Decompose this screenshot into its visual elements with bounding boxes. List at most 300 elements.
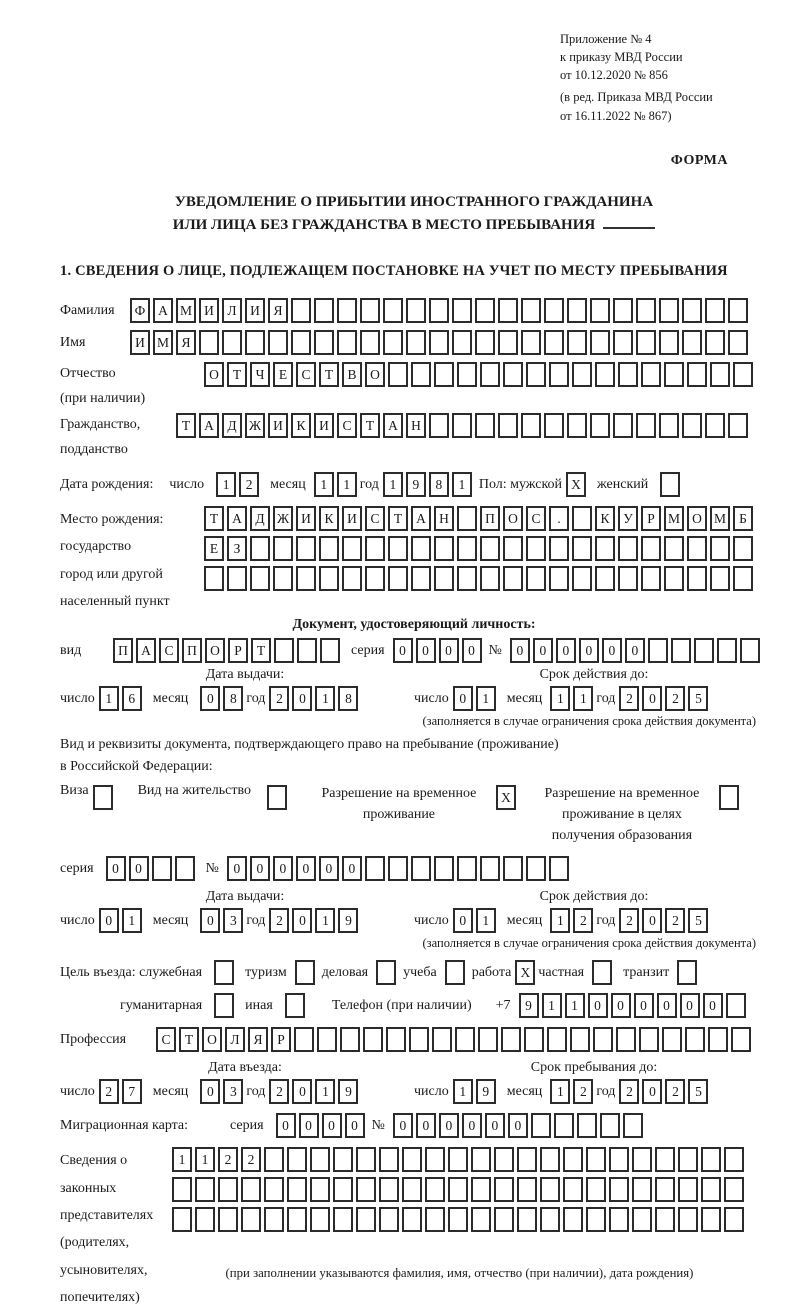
form-cell[interactable] bbox=[452, 330, 472, 355]
form-cell[interactable]: 5 bbox=[688, 908, 708, 933]
form-cell[interactable]: П bbox=[480, 506, 500, 531]
form-cell[interactable] bbox=[705, 413, 725, 438]
form-cell[interactable] bbox=[264, 1207, 284, 1232]
form-cell[interactable] bbox=[241, 1207, 261, 1232]
form-cell[interactable] bbox=[701, 1207, 721, 1232]
form-cell[interactable] bbox=[287, 1177, 307, 1202]
form-cell[interactable] bbox=[632, 1207, 652, 1232]
form-cell[interactable]: И bbox=[130, 330, 150, 355]
form-cell[interactable] bbox=[494, 1147, 514, 1172]
form-cell[interactable] bbox=[388, 536, 408, 561]
form-cell[interactable] bbox=[595, 362, 615, 387]
form-cell[interactable] bbox=[641, 362, 661, 387]
form-cell[interactable] bbox=[664, 536, 684, 561]
form-cell[interactable] bbox=[365, 536, 385, 561]
form-cell[interactable]: 2 bbox=[573, 1079, 593, 1104]
form-cell[interactable] bbox=[264, 1147, 284, 1172]
form-cell[interactable] bbox=[544, 298, 564, 323]
form-cell[interactable]: И bbox=[199, 298, 219, 323]
form-cell[interactable]: 1 bbox=[550, 686, 570, 711]
form-cell[interactable] bbox=[475, 330, 495, 355]
form-cell[interactable]: И bbox=[296, 506, 316, 531]
form-cell[interactable] bbox=[547, 1027, 567, 1052]
form-cell[interactable] bbox=[567, 330, 587, 355]
form-cell[interactable] bbox=[337, 298, 357, 323]
form-cell[interactable]: 0 bbox=[416, 1113, 436, 1138]
form-cell[interactable] bbox=[540, 1147, 560, 1172]
form-cell[interactable]: 9 bbox=[476, 1079, 496, 1104]
form-cell[interactable] bbox=[517, 1147, 537, 1172]
form-cell[interactable]: Я bbox=[248, 1027, 268, 1052]
form-cell[interactable] bbox=[636, 298, 656, 323]
form-cell[interactable]: 0 bbox=[680, 993, 700, 1018]
form-cell[interactable] bbox=[320, 638, 340, 663]
form-cell[interactable] bbox=[503, 856, 523, 881]
form-cell[interactable]: Т bbox=[251, 638, 271, 663]
form-cell[interactable] bbox=[432, 1027, 452, 1052]
form-cell[interactable]: 1 bbox=[315, 1079, 335, 1104]
form-cell[interactable] bbox=[648, 638, 668, 663]
form-cell[interactable]: 1 bbox=[542, 993, 562, 1018]
form-cell[interactable] bbox=[570, 1027, 590, 1052]
form-cell[interactable] bbox=[457, 856, 477, 881]
form-cell[interactable] bbox=[549, 566, 569, 591]
form-cell[interactable] bbox=[710, 362, 730, 387]
form-cell[interactable]: 0 bbox=[602, 638, 622, 663]
form-cell[interactable]: О bbox=[687, 506, 707, 531]
form-cell[interactable] bbox=[685, 1027, 705, 1052]
form-cell[interactable]: О bbox=[503, 506, 523, 531]
form-cell[interactable] bbox=[314, 330, 334, 355]
form-cell[interactable] bbox=[333, 1147, 353, 1172]
form-cell[interactable]: А bbox=[227, 506, 247, 531]
form-cell[interactable]: А bbox=[199, 413, 219, 438]
form-cell[interactable] bbox=[563, 1147, 583, 1172]
form-cell[interactable]: 0 bbox=[393, 1113, 413, 1138]
form-cell[interactable]: 0 bbox=[200, 686, 220, 711]
form-cell[interactable] bbox=[705, 330, 725, 355]
form-cell[interactable]: К bbox=[319, 506, 339, 531]
form-cell[interactable] bbox=[448, 1147, 468, 1172]
form-cell[interactable] bbox=[425, 1147, 445, 1172]
form-cell[interactable]: 2 bbox=[269, 1079, 289, 1104]
form-cell[interactable]: 0 bbox=[588, 993, 608, 1018]
form-cell[interactable] bbox=[333, 1177, 353, 1202]
form-cell[interactable]: 0 bbox=[453, 686, 473, 711]
form-cell[interactable] bbox=[719, 785, 739, 810]
form-cell[interactable]: 2 bbox=[573, 908, 593, 933]
form-cell[interactable] bbox=[521, 413, 541, 438]
form-cell[interactable] bbox=[388, 362, 408, 387]
form-cell[interactable] bbox=[429, 298, 449, 323]
form-cell[interactable] bbox=[457, 536, 477, 561]
form-cell[interactable]: 2 bbox=[619, 1079, 639, 1104]
form-cell[interactable] bbox=[682, 413, 702, 438]
form-cell[interactable] bbox=[383, 298, 403, 323]
form-cell[interactable]: 0 bbox=[453, 908, 473, 933]
form-cell[interactable] bbox=[705, 298, 725, 323]
form-cell[interactable]: 2 bbox=[218, 1147, 238, 1172]
form-cell[interactable] bbox=[563, 1177, 583, 1202]
form-cell[interactable]: 0 bbox=[462, 1113, 482, 1138]
form-cell[interactable]: Н bbox=[406, 413, 426, 438]
form-cell[interactable] bbox=[590, 298, 610, 323]
form-cell[interactable]: 0 bbox=[510, 638, 530, 663]
form-cell[interactable] bbox=[521, 330, 541, 355]
form-cell[interactable] bbox=[383, 330, 403, 355]
form-cell[interactable]: Т bbox=[179, 1027, 199, 1052]
form-cell[interactable]: 8 bbox=[223, 686, 243, 711]
form-cell[interactable] bbox=[526, 856, 546, 881]
form-cell[interactable] bbox=[498, 330, 518, 355]
form-cell[interactable] bbox=[655, 1147, 675, 1172]
form-cell[interactable] bbox=[549, 856, 569, 881]
form-cell[interactable] bbox=[526, 536, 546, 561]
form-cell[interactable]: 9 bbox=[338, 908, 358, 933]
form-cell[interactable]: . bbox=[549, 506, 569, 531]
form-cell[interactable] bbox=[409, 1027, 429, 1052]
form-cell[interactable] bbox=[613, 298, 633, 323]
form-cell[interactable] bbox=[365, 566, 385, 591]
form-cell[interactable] bbox=[498, 298, 518, 323]
form-cell[interactable] bbox=[342, 536, 362, 561]
form-cell[interactable] bbox=[227, 566, 247, 591]
form-cell[interactable] bbox=[498, 413, 518, 438]
form-cell[interactable]: Е bbox=[273, 362, 293, 387]
form-cell[interactable]: Т bbox=[388, 506, 408, 531]
form-cell[interactable]: 0 bbox=[625, 638, 645, 663]
form-cell[interactable]: 0 bbox=[462, 638, 482, 663]
form-cell[interactable]: 0 bbox=[200, 908, 220, 933]
form-cell[interactable] bbox=[503, 362, 523, 387]
form-cell[interactable] bbox=[273, 536, 293, 561]
form-cell[interactable] bbox=[728, 413, 748, 438]
form-cell[interactable] bbox=[195, 1207, 215, 1232]
form-cell[interactable]: Н bbox=[434, 506, 454, 531]
form-cell[interactable] bbox=[733, 362, 753, 387]
form-cell[interactable] bbox=[586, 1207, 606, 1232]
form-cell[interactable] bbox=[376, 960, 396, 985]
form-cell[interactable]: 1 bbox=[314, 472, 334, 497]
form-cell[interactable] bbox=[475, 413, 495, 438]
form-cell[interactable] bbox=[671, 638, 691, 663]
form-cell[interactable]: 0 bbox=[322, 1113, 342, 1138]
form-cell[interactable] bbox=[475, 298, 495, 323]
form-cell[interactable]: 3 bbox=[223, 1079, 243, 1104]
form-cell[interactable]: 1 bbox=[315, 686, 335, 711]
form-cell[interactable]: 0 bbox=[342, 856, 362, 881]
form-cell[interactable]: Т bbox=[204, 506, 224, 531]
form-cell[interactable] bbox=[245, 330, 265, 355]
form-cell[interactable] bbox=[618, 362, 638, 387]
form-cell[interactable] bbox=[218, 1207, 238, 1232]
form-cell[interactable]: 8 bbox=[429, 472, 449, 497]
form-cell[interactable]: 1 bbox=[452, 472, 472, 497]
form-cell[interactable]: М bbox=[710, 506, 730, 531]
form-cell[interactable]: 0 bbox=[129, 856, 149, 881]
form-cell[interactable] bbox=[616, 1027, 636, 1052]
form-cell[interactable] bbox=[595, 536, 615, 561]
form-cell[interactable] bbox=[618, 566, 638, 591]
form-cell[interactable] bbox=[724, 1207, 744, 1232]
form-cell[interactable]: 0 bbox=[292, 1079, 312, 1104]
form-cell[interactable] bbox=[457, 566, 477, 591]
form-cell[interactable]: У bbox=[618, 506, 638, 531]
form-cell[interactable]: А bbox=[136, 638, 156, 663]
form-cell[interactable] bbox=[609, 1147, 629, 1172]
form-cell[interactable]: 0 bbox=[703, 993, 723, 1018]
form-cell[interactable]: 0 bbox=[200, 1079, 220, 1104]
form-cell[interactable] bbox=[572, 506, 592, 531]
form-cell[interactable] bbox=[314, 298, 334, 323]
form-cell[interactable] bbox=[319, 566, 339, 591]
form-cell[interactable] bbox=[639, 1027, 659, 1052]
form-cell[interactable] bbox=[406, 330, 426, 355]
form-cell[interactable]: 1 bbox=[383, 472, 403, 497]
form-cell[interactable]: Д bbox=[222, 413, 242, 438]
form-cell[interactable] bbox=[291, 298, 311, 323]
form-cell[interactable]: Р bbox=[641, 506, 661, 531]
form-cell[interactable]: П bbox=[182, 638, 202, 663]
form-cell[interactable]: С bbox=[156, 1027, 176, 1052]
form-cell[interactable]: Я bbox=[176, 330, 196, 355]
form-cell[interactable] bbox=[544, 330, 564, 355]
form-cell[interactable] bbox=[733, 536, 753, 561]
form-cell[interactable] bbox=[296, 566, 316, 591]
form-cell[interactable]: 2 bbox=[269, 686, 289, 711]
form-cell[interactable] bbox=[678, 1147, 698, 1172]
form-cell[interactable] bbox=[471, 1177, 491, 1202]
form-cell[interactable]: Р bbox=[271, 1027, 291, 1052]
form-cell[interactable]: И bbox=[268, 413, 288, 438]
form-cell[interactable] bbox=[494, 1177, 514, 1202]
form-cell[interactable]: 0 bbox=[642, 686, 662, 711]
form-cell[interactable] bbox=[682, 330, 702, 355]
form-cell[interactable] bbox=[457, 362, 477, 387]
form-cell[interactable] bbox=[724, 1177, 744, 1202]
form-cell[interactable]: О bbox=[204, 362, 224, 387]
form-cell[interactable] bbox=[623, 1113, 643, 1138]
form-cell[interactable] bbox=[609, 1207, 629, 1232]
form-cell[interactable] bbox=[728, 298, 748, 323]
form-cell[interactable]: 0 bbox=[642, 1079, 662, 1104]
form-cell[interactable] bbox=[567, 298, 587, 323]
form-cell[interactable] bbox=[524, 1027, 544, 1052]
form-cell[interactable] bbox=[636, 413, 656, 438]
form-cell[interactable]: 1 bbox=[195, 1147, 215, 1172]
form-cell[interactable] bbox=[471, 1207, 491, 1232]
form-cell[interactable]: А bbox=[383, 413, 403, 438]
form-cell[interactable]: О bbox=[205, 638, 225, 663]
form-cell[interactable]: С bbox=[337, 413, 357, 438]
form-cell[interactable]: 0 bbox=[416, 638, 436, 663]
form-cell[interactable] bbox=[175, 856, 195, 881]
form-cell[interactable] bbox=[402, 1207, 422, 1232]
form-cell[interactable]: С bbox=[365, 506, 385, 531]
form-cell[interactable] bbox=[717, 638, 737, 663]
form-cell[interactable] bbox=[526, 566, 546, 591]
form-cell[interactable] bbox=[567, 413, 587, 438]
form-cell[interactable] bbox=[572, 566, 592, 591]
form-cell[interactable]: 0 bbox=[611, 993, 631, 1018]
form-cell[interactable]: 0 bbox=[657, 993, 677, 1018]
form-cell[interactable]: Я bbox=[268, 298, 288, 323]
form-cell[interactable]: 0 bbox=[299, 1113, 319, 1138]
form-cell[interactable] bbox=[708, 1027, 728, 1052]
form-cell[interactable] bbox=[641, 536, 661, 561]
form-cell[interactable] bbox=[517, 1207, 537, 1232]
form-cell[interactable] bbox=[577, 1113, 597, 1138]
form-cell[interactable] bbox=[363, 1027, 383, 1052]
form-cell[interactable] bbox=[319, 536, 339, 561]
form-cell[interactable]: Л bbox=[222, 298, 242, 323]
form-cell[interactable] bbox=[434, 566, 454, 591]
form-cell[interactable]: 0 bbox=[439, 638, 459, 663]
form-cell[interactable] bbox=[411, 566, 431, 591]
form-cell[interactable] bbox=[641, 566, 661, 591]
form-cell[interactable]: Ч bbox=[250, 362, 270, 387]
form-cell[interactable] bbox=[448, 1177, 468, 1202]
form-cell[interactable]: 2 bbox=[665, 1079, 685, 1104]
form-cell[interactable]: 3 bbox=[223, 908, 243, 933]
form-cell[interactable]: 1 bbox=[476, 908, 496, 933]
form-cell[interactable] bbox=[222, 330, 242, 355]
form-cell[interactable]: 1 bbox=[565, 993, 585, 1018]
form-cell[interactable]: И bbox=[245, 298, 265, 323]
form-cell[interactable] bbox=[655, 1177, 675, 1202]
form-cell[interactable] bbox=[687, 566, 707, 591]
form-cell[interactable] bbox=[218, 1177, 238, 1202]
form-cell[interactable] bbox=[503, 536, 523, 561]
form-cell[interactable]: 1 bbox=[550, 1079, 570, 1104]
form-cell[interactable] bbox=[540, 1177, 560, 1202]
form-cell[interactable]: 0 bbox=[276, 1113, 296, 1138]
form-cell[interactable] bbox=[434, 536, 454, 561]
form-cell[interactable] bbox=[411, 362, 431, 387]
form-cell[interactable] bbox=[595, 566, 615, 591]
form-cell[interactable] bbox=[613, 330, 633, 355]
form-cell[interactable] bbox=[549, 362, 569, 387]
form-cell[interactable] bbox=[273, 566, 293, 591]
form-cell[interactable]: 8 bbox=[338, 686, 358, 711]
form-cell[interactable] bbox=[388, 856, 408, 881]
form-cell[interactable] bbox=[740, 638, 760, 663]
form-cell[interactable] bbox=[152, 856, 172, 881]
form-cell[interactable] bbox=[586, 1177, 606, 1202]
form-cell[interactable] bbox=[337, 330, 357, 355]
form-cell[interactable]: 9 bbox=[519, 993, 539, 1018]
form-cell[interactable]: П bbox=[113, 638, 133, 663]
form-cell[interactable] bbox=[429, 330, 449, 355]
form-cell[interactable]: 0 bbox=[319, 856, 339, 881]
form-cell[interactable] bbox=[549, 536, 569, 561]
form-cell[interactable] bbox=[724, 1147, 744, 1172]
form-cell[interactable] bbox=[659, 330, 679, 355]
form-cell[interactable] bbox=[517, 1177, 537, 1202]
form-cell[interactable] bbox=[274, 638, 294, 663]
form-cell[interactable] bbox=[455, 1027, 475, 1052]
form-cell[interactable]: Ж bbox=[245, 413, 265, 438]
form-cell[interactable]: 2 bbox=[241, 1147, 261, 1172]
form-cell[interactable] bbox=[264, 1177, 284, 1202]
form-cell[interactable] bbox=[172, 1177, 192, 1202]
form-cell[interactable]: Т bbox=[360, 413, 380, 438]
form-cell[interactable] bbox=[586, 1147, 606, 1172]
form-cell[interactable] bbox=[687, 362, 707, 387]
form-cell[interactable]: 0 bbox=[99, 908, 119, 933]
form-cell[interactable]: Е bbox=[204, 536, 224, 561]
form-cell[interactable]: 2 bbox=[665, 908, 685, 933]
form-cell[interactable] bbox=[195, 1177, 215, 1202]
form-cell[interactable]: Т bbox=[227, 362, 247, 387]
form-cell[interactable] bbox=[521, 298, 541, 323]
form-cell[interactable]: 0 bbox=[642, 908, 662, 933]
form-cell[interactable] bbox=[379, 1147, 399, 1172]
form-cell[interactable]: К bbox=[291, 413, 311, 438]
form-cell[interactable]: X bbox=[496, 785, 516, 810]
form-cell[interactable] bbox=[618, 536, 638, 561]
form-cell[interactable]: З bbox=[227, 536, 247, 561]
form-cell[interactable]: 2 bbox=[99, 1079, 119, 1104]
form-cell[interactable] bbox=[294, 1027, 314, 1052]
form-cell[interactable]: X bbox=[515, 960, 535, 985]
form-cell[interactable] bbox=[728, 330, 748, 355]
form-cell[interactable] bbox=[295, 960, 315, 985]
form-cell[interactable]: 0 bbox=[292, 908, 312, 933]
form-cell[interactable] bbox=[503, 566, 523, 591]
form-cell[interactable] bbox=[632, 1177, 652, 1202]
form-cell[interactable] bbox=[310, 1207, 330, 1232]
form-cell[interactable] bbox=[632, 1147, 652, 1172]
form-cell[interactable] bbox=[214, 993, 234, 1018]
form-cell[interactable] bbox=[241, 1177, 261, 1202]
form-cell[interactable] bbox=[710, 566, 730, 591]
form-cell[interactable] bbox=[678, 1177, 698, 1202]
form-cell[interactable] bbox=[434, 856, 454, 881]
form-cell[interactable] bbox=[531, 1113, 551, 1138]
form-cell[interactable] bbox=[267, 785, 287, 810]
form-cell[interactable] bbox=[660, 472, 680, 497]
form-cell[interactable]: С bbox=[526, 506, 546, 531]
form-cell[interactable] bbox=[411, 856, 431, 881]
form-cell[interactable] bbox=[172, 1207, 192, 1232]
form-cell[interactable] bbox=[204, 566, 224, 591]
form-cell[interactable]: 0 bbox=[485, 1113, 505, 1138]
form-cell[interactable] bbox=[592, 960, 612, 985]
form-cell[interactable] bbox=[664, 362, 684, 387]
form-cell[interactable] bbox=[480, 536, 500, 561]
form-cell[interactable]: А bbox=[153, 298, 173, 323]
form-cell[interactable] bbox=[342, 566, 362, 591]
form-cell[interactable]: 0 bbox=[227, 856, 247, 881]
form-cell[interactable]: 2 bbox=[269, 908, 289, 933]
form-cell[interactable] bbox=[402, 1147, 422, 1172]
form-cell[interactable] bbox=[701, 1147, 721, 1172]
form-cell[interactable] bbox=[554, 1113, 574, 1138]
form-cell[interactable] bbox=[287, 1207, 307, 1232]
form-cell[interactable]: Д bbox=[250, 506, 270, 531]
form-cell[interactable] bbox=[340, 1027, 360, 1052]
form-cell[interactable]: И bbox=[314, 413, 334, 438]
form-cell[interactable]: Р bbox=[228, 638, 248, 663]
form-cell[interactable]: 0 bbox=[292, 686, 312, 711]
form-cell[interactable] bbox=[411, 536, 431, 561]
form-cell[interactable] bbox=[677, 960, 697, 985]
form-cell[interactable]: 0 bbox=[273, 856, 293, 881]
form-cell[interactable] bbox=[452, 298, 472, 323]
form-cell[interactable]: 2 bbox=[619, 908, 639, 933]
form-cell[interactable]: М bbox=[176, 298, 196, 323]
